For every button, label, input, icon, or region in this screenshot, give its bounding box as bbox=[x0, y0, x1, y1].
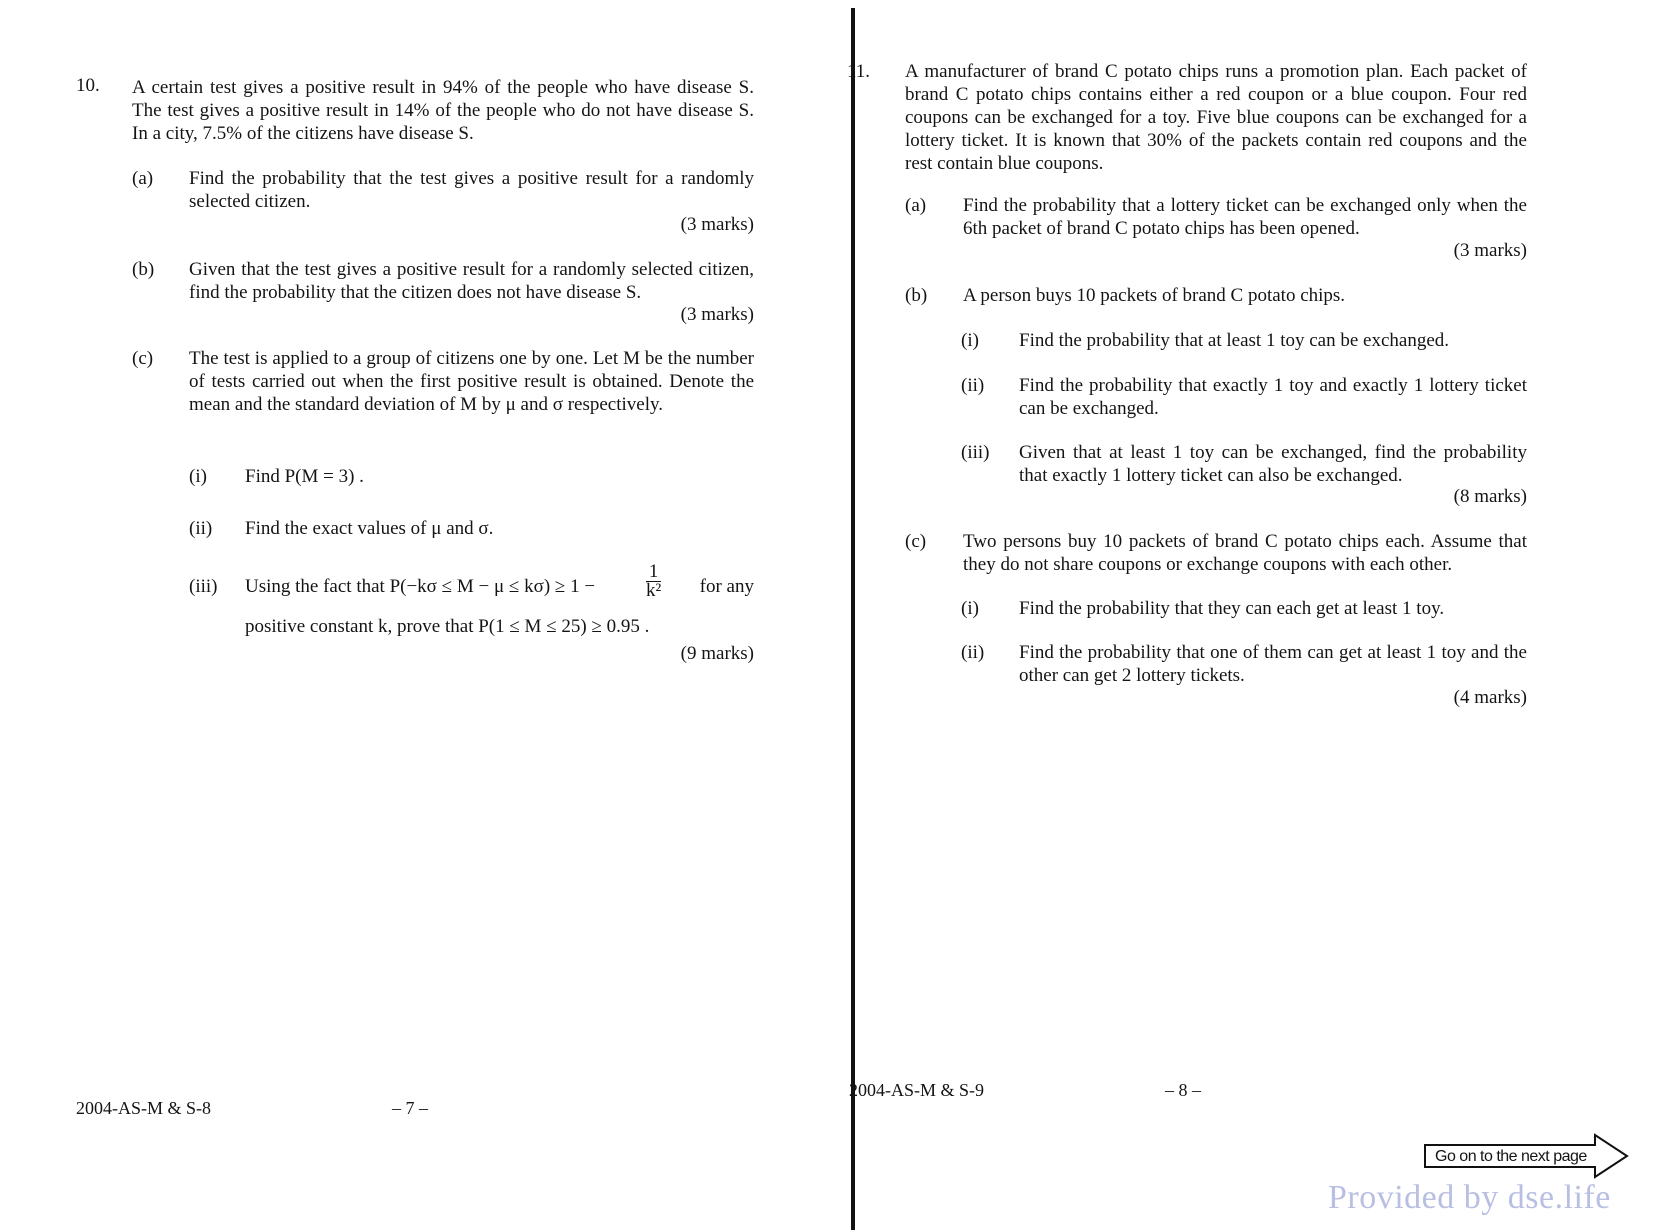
q10-part-b-marks: (3 marks) bbox=[680, 304, 754, 325]
q11-part-a-marks: (3 marks) bbox=[1453, 240, 1527, 261]
question-11-intro: A manufacturer of brand C potato chips runs a promotion plan. Each packet of brand C potato chips contains either a red coupon or a blue coupon. Four red coupons can be exchanged for a toy. Five blue coupons can be exchanged for a lottery ticket. It is known that 30% of the packets contain red coupons and the rest contain blue coupons. bbox=[905, 61, 1527, 174]
q10-c-ii-label: (ii) bbox=[189, 518, 213, 539]
question-11-number: 11. bbox=[847, 61, 871, 82]
footer-code-right: 2004-AS-M & S-9 bbox=[849, 1080, 985, 1100]
q11-b-iii-text: Given that at least 1 toy can be exchanged, find the probability that exactly 1 lottery ticket can also be exchanged. bbox=[1019, 442, 1527, 486]
q11-c-i-text: Find the probability that they can each get at least 1 toy. bbox=[1019, 598, 1445, 619]
q10-c-iii-label: (iii) bbox=[189, 576, 218, 597]
q11-b-i-text: Find the probability that at least 1 toy can be exchanged. bbox=[1019, 330, 1450, 351]
q10-part-c-marks: (9 marks) bbox=[680, 643, 754, 664]
q11-b-i-label: (i) bbox=[961, 330, 979, 351]
q11-part-a-label: (a) bbox=[905, 195, 927, 216]
q10-part-c-text: The test is applied to a group of citizens one by one. Let M be the number of tests carried out when the first positive result is obtained. Denote the mean and the standard deviation of M by μ and σ respectively. bbox=[189, 348, 754, 415]
q10-part-a-text: Find the probability that the test gives a positive result for a randomly selected citizen. bbox=[189, 168, 754, 212]
q11-c-ii-text: Find the probability that one of them can get at least 1 toy and the other can get 2 lottery tickets. bbox=[1019, 642, 1527, 686]
q10-c-ii-text: Find the exact values of μ and σ. bbox=[245, 518, 494, 539]
q11-part-b-label: (b) bbox=[905, 285, 928, 306]
q11-part-c-label: (c) bbox=[905, 531, 927, 552]
q11-c-ii-label: (ii) bbox=[961, 642, 985, 663]
q10-c-i-text: Find P(M = 3) . bbox=[245, 466, 364, 487]
q11-part-c-text: Two persons buy 10 packets of brand C potato chips each. Assume that they do not share coupons or exchange coupons with each other. bbox=[963, 531, 1527, 575]
next-page-arrow bbox=[1423, 1133, 1629, 1179]
fraction-denominator: k² bbox=[646, 580, 662, 601]
q11-c-i-label: (i) bbox=[961, 598, 979, 619]
q10-part-a-marks: (3 marks) bbox=[680, 214, 754, 235]
q11-b-ii-text: Find the probability that exactly 1 toy and exactly 1 lottery ticket can be exchanged. bbox=[1019, 375, 1527, 419]
footer-code-left: 2004-AS-M & S-8 bbox=[76, 1098, 212, 1118]
q11-part-a-text: Find the probability that a lottery ticket can be exchanged only when the 6th packet of brand C potato chips has been opened. bbox=[963, 195, 1527, 239]
q11-part-b-marks: (8 marks) bbox=[1453, 486, 1527, 507]
page-number-right: – 8 – bbox=[1165, 1080, 1201, 1100]
q10-c-iii-text-after: for any bbox=[699, 576, 754, 597]
q11-b-iii-label: (iii) bbox=[961, 442, 990, 463]
question-10-intro: A certain test gives a positive result in 94% of the people who have disease S. The test gives a positive result in 14% of the people who do not have disease S. In a city, 7.5% of the citizens have disease S. bbox=[132, 77, 754, 144]
q10-part-c-label: (c) bbox=[132, 348, 154, 369]
watermark: Provided by dse.life bbox=[1328, 1179, 1611, 1216]
q10-c-iii-text-before: Using the fact that P(−kσ ≤ M − μ ≤ kσ) ≥ 1 − bbox=[245, 576, 596, 597]
page-number-left: – 7 – bbox=[392, 1098, 428, 1118]
q10-c-iii-line2: positive constant k, prove that P(1 ≤ M ≤ 25) ≥ 0.95 . bbox=[245, 616, 650, 637]
q11-b-ii-label: (ii) bbox=[961, 375, 985, 396]
q10-part-a-label: (a) bbox=[132, 168, 154, 189]
q11-part-c-marks: (4 marks) bbox=[1453, 687, 1527, 708]
q10-c-i-label: (i) bbox=[189, 466, 207, 487]
q11-part-b-text: A person buys 10 packets of brand C potato chips. bbox=[963, 285, 1346, 306]
q10-part-b-label: (b) bbox=[132, 259, 155, 280]
question-10-number: 10. bbox=[76, 75, 100, 96]
fraction-numerator: 1 bbox=[646, 563, 661, 582]
q10-part-b-text: Given that the test gives a positive result for a randomly selected citizen, find the probability that the citizen does not have disease S. bbox=[189, 259, 754, 303]
next-page-label: Go on to the next page bbox=[1435, 1148, 1587, 1165]
